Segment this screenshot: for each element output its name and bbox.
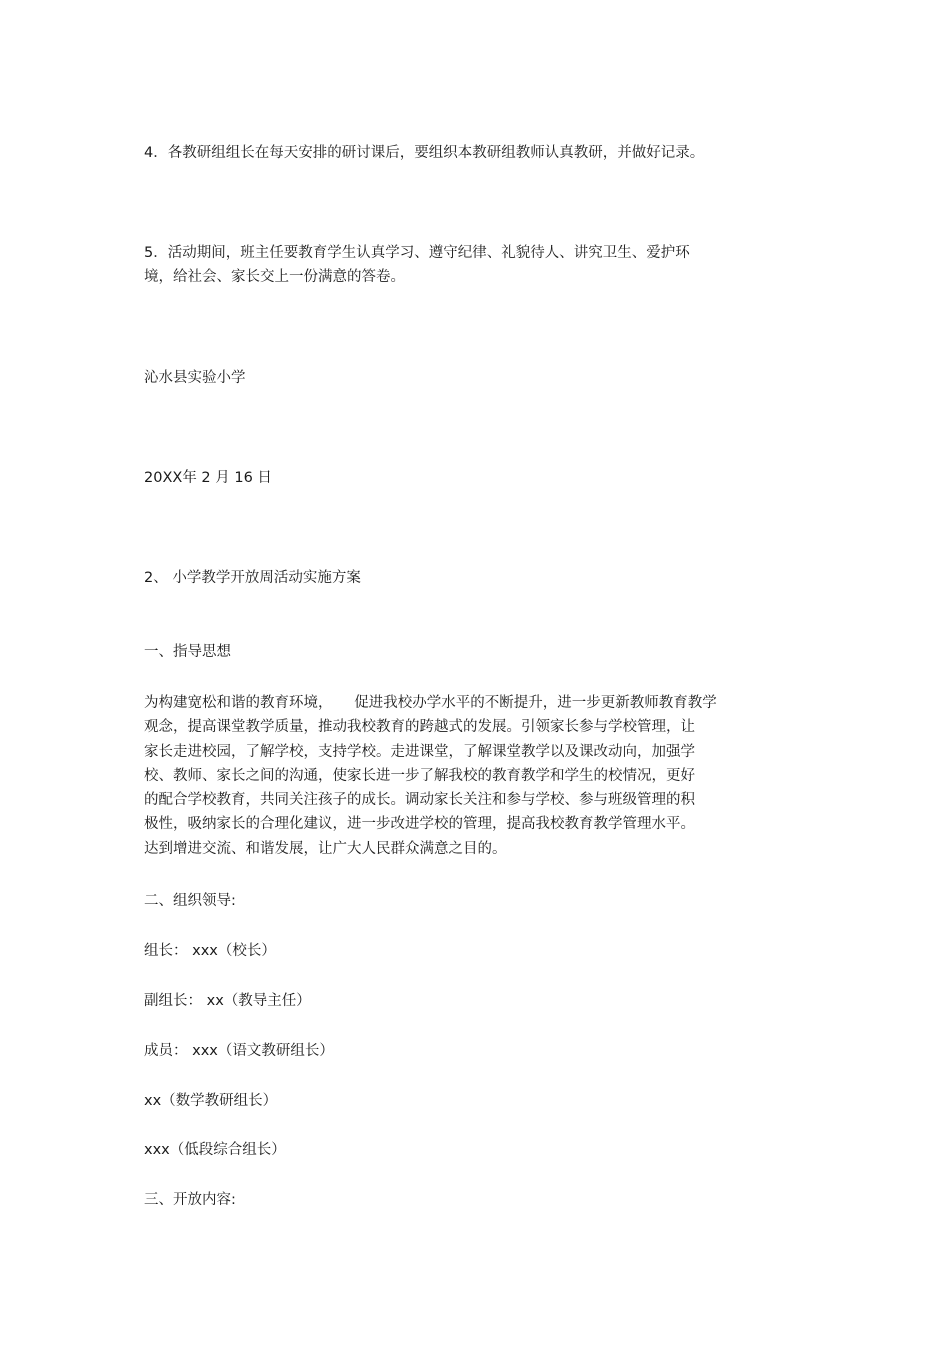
guiding-paragraph — [144, 691, 784, 861]
member-line-3: xxx（低段综合组长） — [144, 1142, 286, 1158]
heading-organization: 二、组织领导: — [144, 893, 236, 909]
heading-guiding-thought: 一、指导思想 — [144, 644, 231, 660]
member-line-2: xx（数学教研组长） — [144, 1093, 278, 1109]
section-title: 2、 小学教学开放周活动实施方案 — [144, 570, 361, 586]
member-line-1: 成员： xxx（语文教研组长） — [144, 1043, 334, 1059]
guiding-line-4: 校、教师、家长之间的沟通，使家长进一步了解我校的教育教学和学生的校情况，更好 — [144, 767, 695, 784]
guiding-line-1: 为构建宽松和谐的教育环境， 促进我校办学水平的不断提升，进一步更新教师教育教学 — [144, 695, 717, 711]
item-5-line-2: 境，给社会、家长交上一份满意的答卷。 — [144, 269, 405, 286]
guiding-line-7: 达到增进交流、和谐发展，让广大人民群众满意之目的。 — [144, 840, 507, 857]
guiding-line-2: 观念，提高课堂教学质量，推动我校教育的跨越式的发展。引领家长参与学校管理，让 — [144, 719, 695, 736]
heading-open-content: 三、开放内容: — [144, 1192, 236, 1208]
date: 20XX年 2 月 16 日 — [144, 470, 272, 486]
leader-line: 组长： xxx（校长） — [144, 943, 276, 959]
item-4: 4．各教研组组长在每天安排的研讨课后，要组织本教研组教师认真教研，并做好记录。 — [144, 145, 705, 161]
vice-leader-line: 副组长： xx（教导主任） — [144, 993, 311, 1009]
guiding-line-5: 的配合学校教育，共同关注孩子的成长。调动家长关注和参与学校、参与班级管理的积 — [144, 792, 695, 809]
guiding-line-3: 家长走进校园，了解学校，支持学校。走进课堂，了解课堂教学以及课改动向，加强学 — [144, 743, 695, 760]
item-5 — [144, 241, 784, 290]
guiding-line-6: 极性，吸纳家长的合理化建议，进一步改进学校的管理，提高我校教育教学管理水平。 — [144, 816, 695, 833]
school-name: 沁水县实验小学 — [144, 370, 246, 386]
item-5-line-1: 5．活动期间，班主任要教育学生认真学习、遵守纪律、礼貌待人、讲究卫生、爱护环 — [144, 245, 690, 261]
